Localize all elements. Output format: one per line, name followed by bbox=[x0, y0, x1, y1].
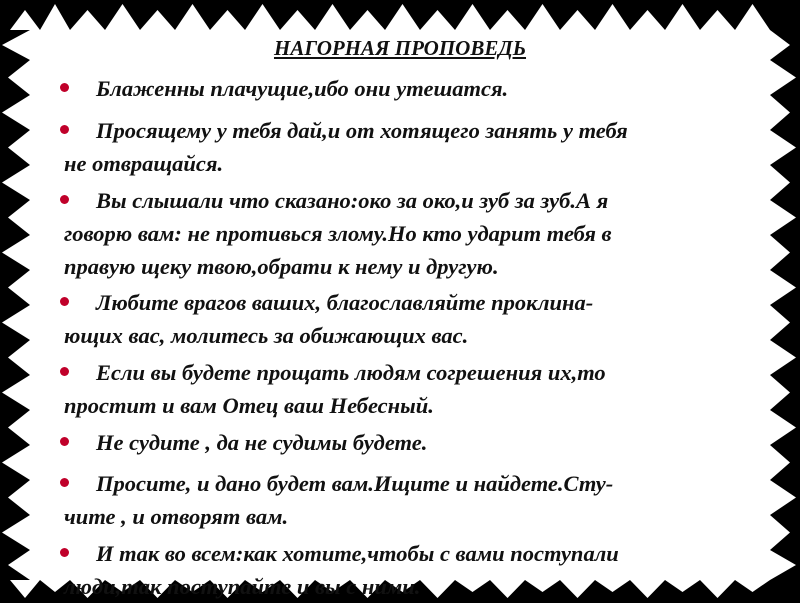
list-item bbox=[60, 286, 740, 352]
text-line: И так во всем:как хотите,чтобы с вами поступали bbox=[96, 541, 619, 566]
bullet-icon bbox=[60, 195, 69, 204]
text-line: Вы слышали что сказано:око за око,и зуб за зуб.А я bbox=[96, 188, 609, 213]
list-item bbox=[60, 72, 740, 105]
text-line: говорю вам: не противься злому.Но кто ударит тебя в bbox=[64, 221, 612, 246]
list-item-text bbox=[60, 467, 740, 533]
bullet-icon bbox=[60, 367, 69, 376]
list-item-text bbox=[60, 114, 740, 180]
bullet-icon bbox=[60, 478, 69, 487]
bullet-icon bbox=[60, 297, 69, 306]
text-line: чите , и отворят вам. bbox=[64, 504, 289, 529]
text-line: Если вы будете прощать людям согрешения их,то bbox=[96, 360, 606, 385]
text-line: правую щеку твою,обрати к нему и другую. bbox=[64, 254, 499, 279]
list-item bbox=[60, 114, 740, 180]
page-title: НАГОРНАЯ ПРОПОВЕДЬ bbox=[273, 36, 527, 60]
list-item-text bbox=[60, 356, 740, 422]
bullet-icon bbox=[60, 125, 69, 134]
list-item bbox=[60, 356, 740, 422]
bullet-icon bbox=[60, 437, 69, 446]
list-item-text bbox=[60, 426, 740, 459]
text-line: Не судите , да не судимы будете. bbox=[96, 430, 428, 455]
list-item bbox=[60, 184, 740, 283]
text-line: Просите, и дано будет вам.Ищите и найдете.Сту- bbox=[96, 471, 614, 496]
list-item bbox=[60, 467, 740, 533]
text-line: Блаженны плачущие,ибо они утешатся. bbox=[96, 76, 509, 101]
list-item bbox=[60, 537, 740, 603]
bullet-icon bbox=[60, 548, 69, 557]
text-line: ющих вас, молитесь за обижающих вас. bbox=[64, 323, 469, 348]
text-line: не отвращайся. bbox=[64, 151, 224, 176]
list-item-text bbox=[60, 286, 740, 352]
text-line: Любите врагов ваших, благославляйте проклина- bbox=[96, 290, 594, 315]
text-line: простит и вам Отец ваш Небесный. bbox=[64, 393, 434, 418]
bullet-icon bbox=[60, 83, 69, 92]
list-item-text bbox=[60, 537, 740, 603]
list-item-text bbox=[60, 184, 740, 283]
list-item bbox=[60, 426, 740, 459]
text-line: люди,так поступайте и вы с ними. bbox=[64, 574, 421, 599]
text-line: Просящему у тебя дай,и от хотящего занять у тебя bbox=[96, 118, 628, 143]
list-item-text bbox=[60, 72, 740, 105]
